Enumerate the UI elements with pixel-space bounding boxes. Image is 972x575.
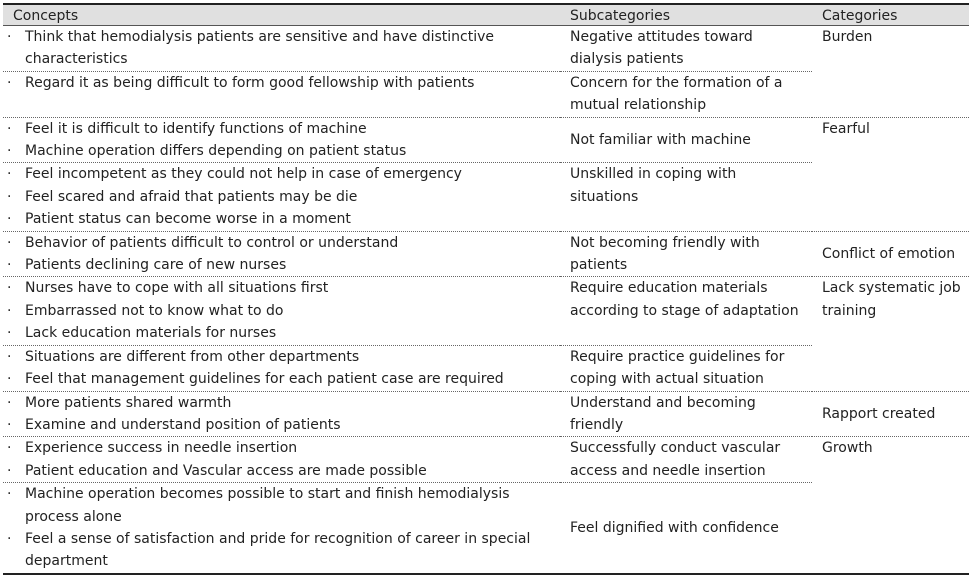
concept-item: · Embarrassed not to know what to do (7, 300, 554, 322)
header-subcategories: Subcategories (560, 4, 812, 26)
concept-item: · Think that hemodialysis patients are sensitive and have distinctive characteristics (7, 26, 554, 71)
concept-item: · Patient status can become worse in a moment (7, 208, 554, 230)
category-cell: Rapport created (812, 391, 969, 437)
concept-item: · Experience success in needle insertion (7, 437, 554, 459)
table-row (3, 391, 969, 437)
header-categories: Categories (812, 4, 969, 26)
bullet-icon: · (7, 302, 12, 319)
table-row (3, 437, 969, 483)
concept-item: · Feel a sense of satisfaction and pride for recognition of career in special department (7, 528, 554, 573)
concept-item: · Lack education materials for nurses (7, 322, 554, 344)
bullet-icon: · (7, 211, 12, 228)
table-row (3, 117, 969, 163)
bullet-icon: · (7, 462, 12, 479)
concepts-cell (3, 26, 560, 72)
bullet-icon: · (7, 74, 12, 91)
concept-item: · Behavior of patients difficult to control or understand (7, 232, 554, 254)
subcategory-cell: Feel dignified with confidence (560, 483, 812, 574)
concepts-cell (3, 483, 560, 574)
bullet-icon: · (7, 530, 12, 547)
bullet-icon: · (7, 257, 12, 274)
bullet-icon: · (7, 371, 12, 388)
concepts-cell (3, 277, 560, 345)
bullet-icon: · (7, 348, 12, 365)
concept-item: · Feel scared and afraid that patients may be die (7, 186, 554, 208)
concepts-cell (3, 391, 560, 437)
category-cell: Growth (812, 437, 969, 574)
category-cell: Fearful (812, 117, 969, 231)
category-cell: Burden (822, 29, 873, 45)
bullet-icon: · (7, 325, 12, 342)
concept-item: · Machine operation differs depending on patient status (7, 140, 554, 162)
concept-item: · Feel it is difficult to identify functions of machine (7, 118, 554, 140)
subcategory-cell: Successfully conduct vascular access and needle insertion (560, 437, 812, 483)
category-cell: Conflict of emotion (812, 231, 969, 277)
subcategory-cell: Require practice guidelines for coping with actual situation (560, 345, 812, 391)
bullet-icon: · (7, 394, 12, 411)
bullet-icon: · (7, 234, 12, 251)
concepts-cell (3, 117, 560, 163)
subcategory-cell: Require education materials according to stage of adaptation (560, 277, 812, 345)
subcategory-cell: Negative attitudes toward dialysis patients (570, 29, 753, 68)
concepts-cell (3, 437, 560, 483)
subcategory-cell: Understand and becoming friendly (560, 391, 812, 437)
concept-item: · Feel incompetent as they could not help in case of emergency (7, 163, 554, 185)
concept-item: · Nurses have to cope with all situations first (7, 277, 554, 299)
concept-item: · Examine and understand position of patients (7, 414, 554, 436)
bullet-icon: · (7, 416, 12, 433)
concepts-cell (3, 231, 560, 277)
bullet-icon: · (7, 188, 12, 205)
subcategory-cell: Unskilled in coping with situations (560, 163, 812, 231)
subcategory-cell: Not becoming friendly with patients (560, 231, 812, 277)
header-row (3, 4, 969, 26)
concept-item: · Situations are different from other departments (7, 346, 554, 368)
concept-item: · More patients shared warmth (7, 392, 554, 414)
table-row (3, 26, 969, 72)
concepts-cell (3, 163, 560, 231)
bullet-icon: · (7, 280, 12, 297)
bullet-icon: · (7, 486, 12, 503)
table-row (3, 231, 969, 277)
bullet-icon: · (7, 143, 12, 160)
header-concepts: Concepts (3, 4, 560, 26)
table-row (3, 277, 969, 345)
concept-item: · Regard it as being difficult to form good fellowship with patients (7, 72, 554, 94)
bullet-icon: · (7, 29, 12, 45)
concepts-table (3, 3, 969, 575)
bullet-icon: · (7, 120, 12, 137)
concept-item: · Machine operation becomes possible to start and finish hemodialysis process alone (7, 483, 554, 528)
bullet-icon: · (7, 440, 12, 457)
category-cell: Lack systematic job training (812, 277, 969, 391)
concept-item: · Patient education and Vascular access are made possible (7, 460, 554, 482)
concept-item: · Feel that management guidelines for each patient case are required (7, 368, 554, 390)
concepts-cell (3, 71, 560, 117)
concepts-cell (3, 345, 560, 391)
subcategory-cell: Concern for the formation of a mutual relationship (560, 71, 812, 117)
subcategory-cell: Not familiar with machine (560, 117, 812, 163)
concept-item: · Patients declining care of new nurses (7, 254, 554, 276)
bullet-icon: · (7, 166, 12, 183)
